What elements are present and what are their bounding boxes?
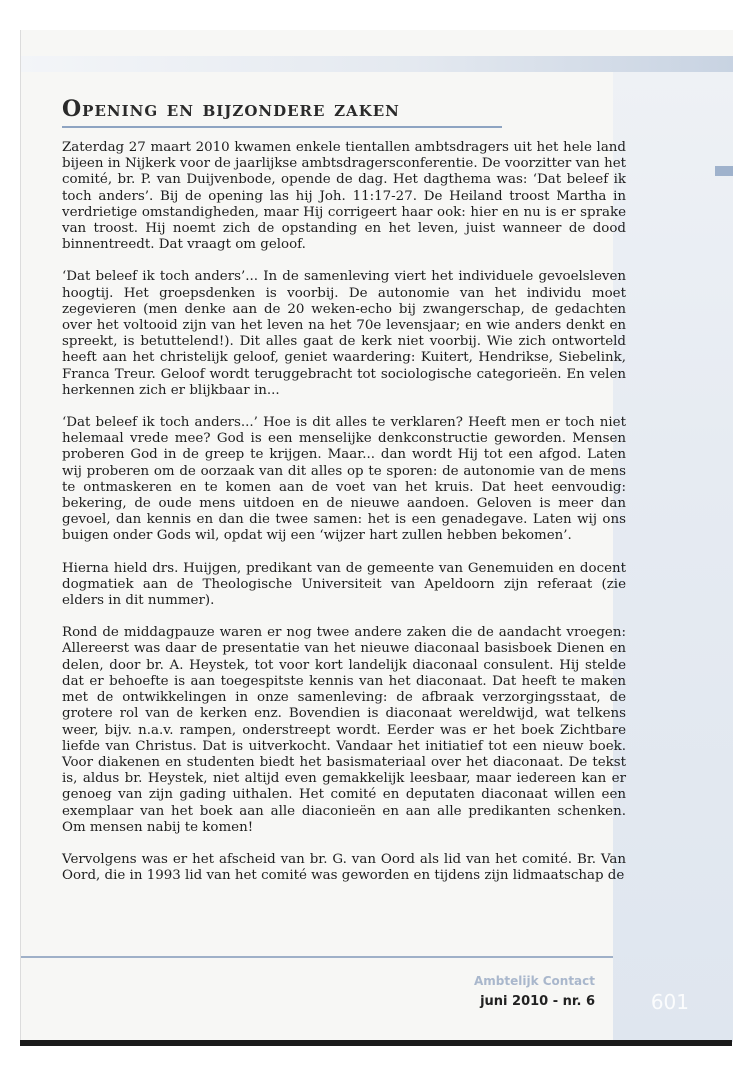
article-title: Opening en bijzondere zaken bbox=[62, 96, 400, 122]
paragraph: Rond de middagpauze waren er nog twee andere zaken die de aandacht vroegen: Allereerst was daar de presentatie van het nieuwe diaconaal basisboek Dienen en delen, door br. A. Heystek, tot voor kort landelijk diaconaal consulent. Hij stelde dat er behoefte is aan toegespitste kennis van het diaconaat. Dat heeft te maken met de ontwikkelingen in onze samenleving: de afbraak verzorgingsstaat, de grotere rol van de kerken enz. Bovendien is diaconaat wereldwijd, wat telkens weer, bijv. n.a.v. rampen, onderstreept wordt. Eerder was er het boek Zichtbare liefde van Christus. Dat is uitverkocht. Vandaar het initiatief tot een nieuw boek. Voor diakenen en studenten biedt het basismateriaal over het diaconaat. De tekst is, aldus br. Heystek, niet altijd even gemakkelijk leesbaar, maar iedereen kan er genoeg van zijn gading uithalen. Het comité en deputaten diaconaat willen een exemplaar van het boek aan alle diaconieën en aan alle predikanten schenken. Om mensen nabij te komen! bbox=[62, 625, 626, 835]
section-tab-marker bbox=[715, 166, 733, 176]
paragraph: Zaterdag 27 maart 2010 kwamen enkele tientallen ambtsdragers uit het hele land bijeen in Nijkerk voor de jaarlijkse ambtsdragersconferentie. De voorzitter van het comité, br. P. van Duijvenbode, opende de dag. Het dagthema was: ‘Dat beleef ik toch anders’. Bij de opening las hij Joh. 11:17-27. De Heiland troost Martha in verdrietige omstandigheden, maar Hij corrigeert haar ook: hier en nu is er sprake van troost. Hij noemt zich de opstanding en het leven, juist wanneer de dood binnentreedt. Dat vraagt om geloof. bbox=[62, 140, 626, 253]
sidebar-column bbox=[613, 72, 733, 1042]
issue-label: juni 2010 - nr. 6 bbox=[480, 994, 595, 1009]
magazine-page bbox=[20, 30, 733, 1042]
footer-rule bbox=[21, 956, 613, 958]
paragraph: Hierna hield drs. Huijgen, predikant van de gemeente van Genemuiden en docent dogmatiek aan de Theologische Universiteit van Apeldoorn zijn referaat (zie elders in dit nummer). bbox=[62, 560, 626, 609]
article-body bbox=[62, 96, 626, 900]
title-underline bbox=[62, 126, 502, 128]
header-band bbox=[21, 56, 733, 72]
paragraph: ‘Dat beleef ik toch anders...’ Hoe is dit alles te verklaren? Heeft men er toch niet helemaal vrede mee? God is een menselijke denkconstructie geworden. Mensen proberen God in de greep te krijgen. Maar... dan wordt Hij tot een afgod. Laten wij proberen om de oorzaak van dit alles op te sporen: de autonomie van de mens te ontmaskeren en te komen aan de voet van het kruis. Dat heet eenvoudig: bekering, de oude mens uitdoen en de nieuwe aandoen. Geloven is meer dan gevoel, dan kennis en dan die twee samen: het is een genadegave. Laten wij ons buigen onder Gods wil, opdat wij een ‘wijzer hart zullen hebben bekomen’. bbox=[62, 415, 626, 544]
magazine-name: Ambtelijk Contact bbox=[473, 974, 595, 988]
paragraph: Vervolgens was er het afscheid van br. G. van Oord als lid van het comité. Br. Van Oord, die in 1993 lid van het comité was geworden en tijdens zijn lidmaatschap de bbox=[62, 851, 626, 884]
page-number: 601 bbox=[650, 990, 689, 1014]
page-edge-shadow bbox=[20, 1040, 732, 1046]
paragraph: ‘Dat beleef ik toch anders’... In de samenleving viert het individuele gevoelsleven hoogtij. Het groepsdenken is voorbij. De autonomie van het individu moet zegevieren (men denke aan de 20 weken-echo bij zwangerschap, de gedachten over het voltooid zijn van het leven na het 70e levensjaar; en wie anders denkt en spreekt, is betuttelend!). Dit alles gaat de kerk niet voorbij. Wie zich ontworteld heeft aan het christelijk geloof, geniet waardering: Kuitert, Hendrikse, Siebelink, Franca Treur. Geloof wordt teruggebracht tot sociologische categorieën. En velen herkennen zich er blijkbaar in... bbox=[62, 269, 626, 398]
page-footer bbox=[21, 952, 733, 1042]
